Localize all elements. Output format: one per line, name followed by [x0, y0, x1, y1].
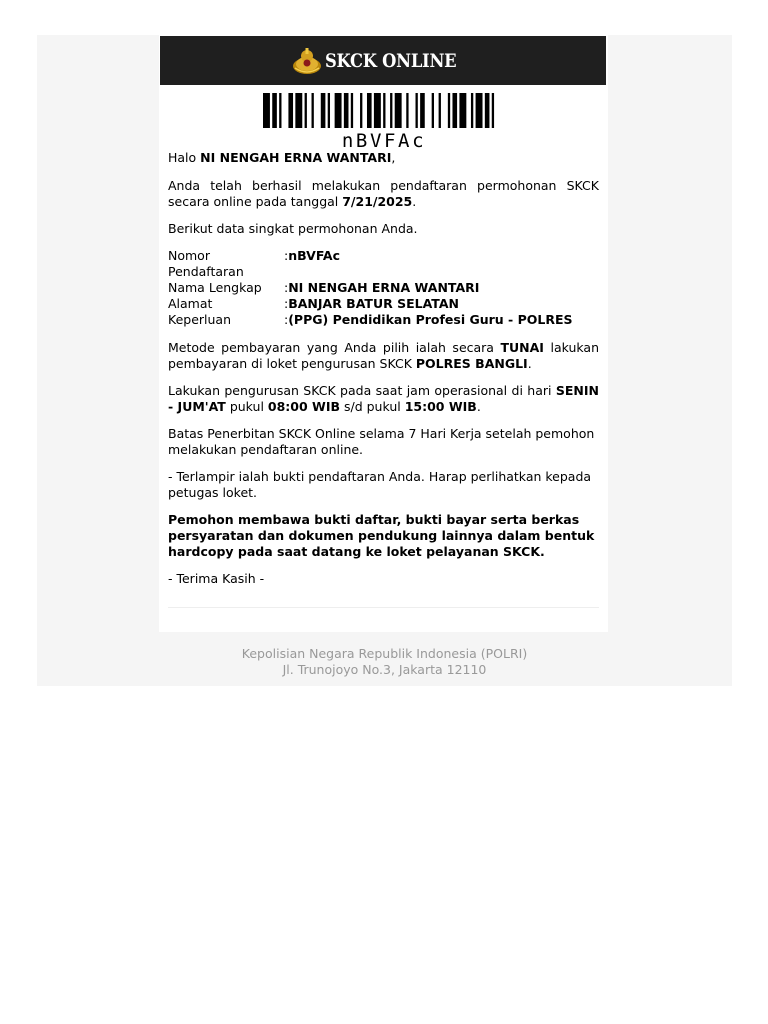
barcode-bar [344, 93, 349, 128]
email-card [159, 35, 608, 632]
schedule-paragraph: Lakukan pengurusan SKCK pada saat jam operasional di hari SENIN - JUM'AT pukul 08:00 WIB s/d pukul 15:00 WIB. [168, 383, 599, 414]
info-label: Keperluan [168, 312, 232, 327]
closing-text: - Terima Kasih - [168, 571, 265, 586]
summary-intro: Berikut data singkat permohonan Anda. [168, 221, 418, 236]
barcode-bar [328, 93, 330, 128]
barcode-bar [448, 93, 450, 128]
barcode-bar [471, 93, 473, 128]
barcode-bar [476, 93, 483, 128]
bring-documents-note: Pemohon membawa bukti daftar, bukti bayar serta berkas persyaratan dan dokumen pendukung lainnya dalam bentuk hardcopy pada saat datang ke loket pelayanan SKCK. [168, 512, 595, 559]
info-value: nBVFAc [288, 248, 341, 263]
applicant-name: NI NENGAH ERNA WANTARI [200, 150, 392, 165]
deadline-paragraph: Batas Penerbitan SKCK Online selama 7 Hari Kerja setelah pemohon melakukan pendaftaran online. [168, 426, 595, 457]
info-row-name [168, 280, 573, 296]
barcode-bar [485, 93, 490, 128]
email-header [160, 36, 606, 85]
barcode-bar [439, 93, 441, 128]
info-value: BANJAR BATUR SELATAN [288, 296, 459, 311]
barcode-bar [295, 93, 302, 128]
schedule-days: SENIN - JUM'AT [168, 383, 599, 414]
intro-paragraph: Anda telah berhasil melakukan pendaftaran permohonan SKCK secara online pada tanggal 7/21/2025. [168, 178, 599, 209]
info-row-number [168, 248, 573, 280]
barcode-bar [420, 93, 425, 128]
email-background [37, 35, 732, 686]
barcode-bar [416, 93, 418, 128]
payment-paragraph: Metode pembayaran yang Anda pilih ialah secara TUNAI lakukan pembayaran di loket pengurusan SKCK POLRES BANGLI. [168, 340, 600, 371]
barcode-bar [390, 93, 392, 128]
info-separator: : [284, 280, 289, 295]
barcode-code-text: nBVFAc [341, 130, 427, 152]
divider [168, 607, 599, 608]
email-footer [37, 646, 732, 678]
info-label: Nomor Pendaftaran [168, 248, 244, 279]
barcode-bar [367, 93, 372, 128]
footer-organization: Kepolisian Negara Republik Indonesia (POLRI) [241, 646, 528, 661]
payment-office: POLRES BANGLI [415, 356, 528, 371]
logo-text: SKCK ONLINE [325, 49, 457, 72]
registration-date: 7/21/2025 [342, 194, 413, 209]
barcode-bar [432, 93, 434, 128]
info-value: (PPG) Pendidikan Profesi Guru - POLRES [288, 312, 573, 327]
barcode-bar [321, 93, 326, 128]
email-body [168, 150, 599, 598]
info-label: Nama Lengkap [168, 280, 262, 295]
footer-address: Jl. Trunojoyo No.3, Jakarta 12110 [282, 662, 487, 677]
schedule-start: 08:00 WIB [267, 399, 341, 414]
barcode-bar [383, 93, 385, 128]
barcode-bar [406, 93, 408, 128]
schedule-end: 15:00 WIB [404, 399, 477, 414]
registration-barcode [263, 93, 501, 128]
barcode-bar [452, 93, 457, 128]
payment-method: TUNAI [500, 340, 544, 355]
barcode-bar [492, 93, 494, 128]
barcode-bar [395, 93, 402, 128]
info-separator: : [284, 312, 289, 327]
greeting: Halo NI NENGAH ERNA WANTARI, [168, 150, 396, 165]
barcode-bar [312, 93, 314, 128]
barcode-bar [279, 93, 281, 128]
barcode-bar [288, 93, 293, 128]
info-label: Alamat [168, 296, 213, 311]
barcode-bar [374, 93, 381, 128]
info-separator: : [284, 248, 289, 263]
barcode-bar [272, 93, 277, 128]
info-row-purpose [168, 312, 573, 328]
barcode-bar [459, 93, 466, 128]
attachment-note: - Terlampir ialah bukti pendaftaran Anda. Harap perlihatkan kepada petugas loket. [168, 469, 592, 500]
registration-info-table [168, 248, 573, 328]
barcode-bar [360, 93, 362, 128]
barcode-bar [351, 93, 353, 128]
polri-emblem-icon [291, 46, 323, 76]
barcode-bar [305, 93, 307, 128]
barcode-bar [263, 93, 270, 128]
info-separator: : [284, 296, 289, 311]
barcode-bar [335, 93, 342, 128]
info-row-address [168, 296, 573, 312]
info-value: NI NENGAH ERNA WANTARI [288, 280, 480, 295]
